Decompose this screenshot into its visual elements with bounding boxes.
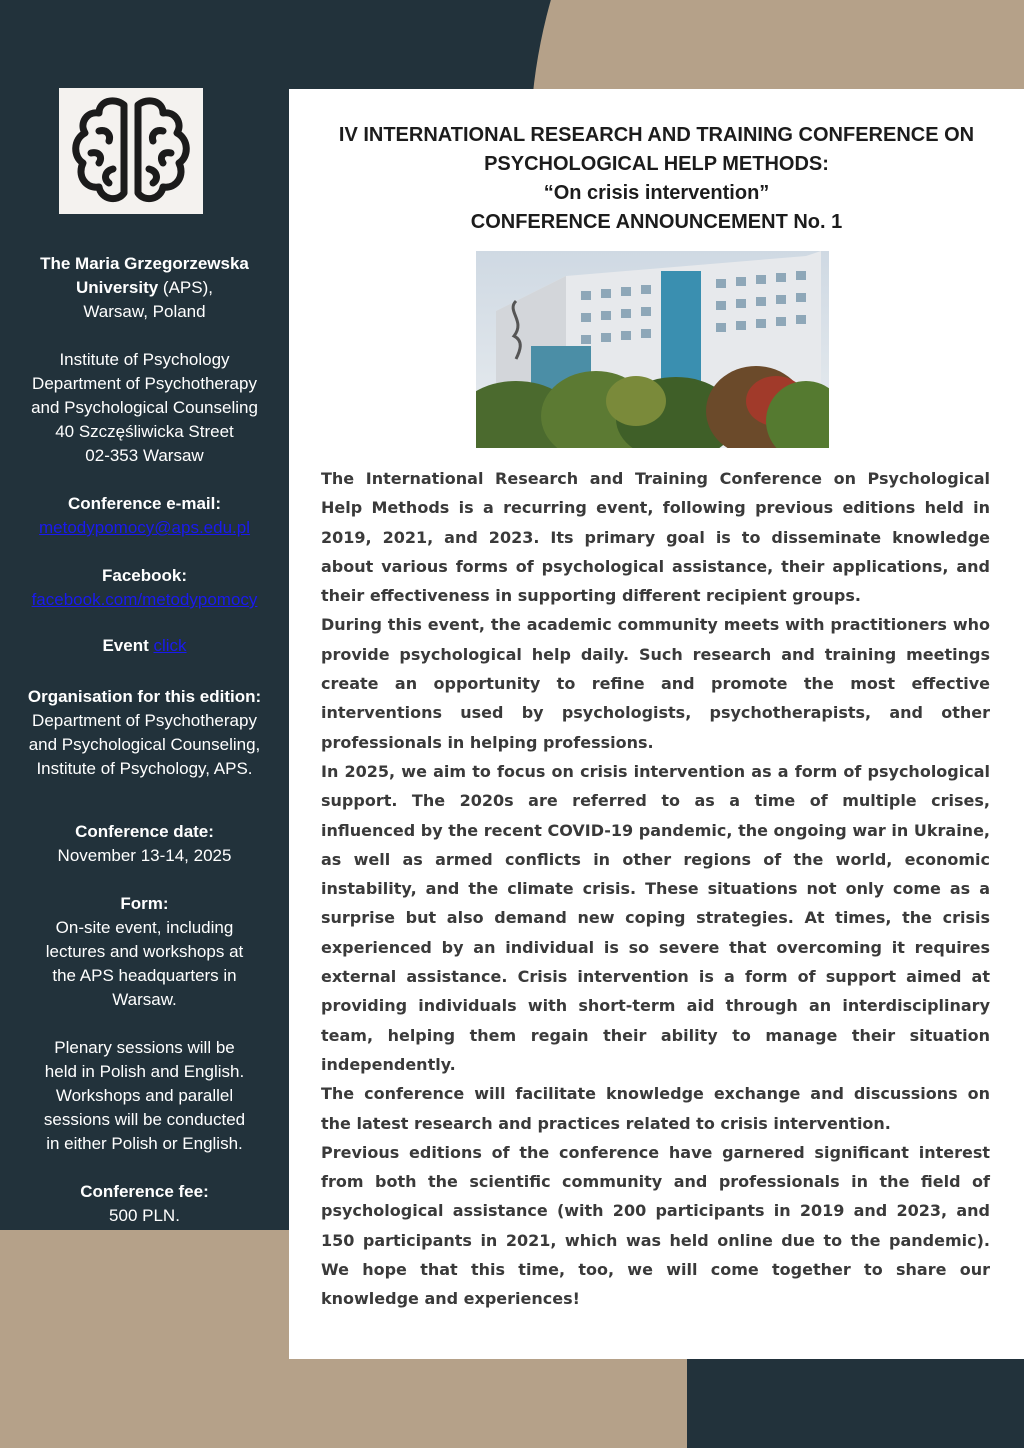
form-label: Form: (120, 894, 169, 913)
email-block (8, 492, 281, 540)
language-line: Plenary sessions will be (54, 1038, 235, 1057)
title-line: PSYCHOLOGICAL HELP METHODS: (484, 153, 829, 175)
language-line: Workshops and parallel (55, 1086, 234, 1105)
announcement-panel (289, 89, 1024, 1359)
sidebar (0, 0, 289, 1230)
language-line: sessions will be conducted (43, 1110, 246, 1129)
body-paragraph: The conference will facilitate knowledge exchange and discussions on the latest research and practices related to crisis intervention. (321, 1084, 990, 1133)
date-block (8, 820, 281, 868)
organisation-line: and Psychological Counseling, (28, 735, 261, 754)
title-line: CONFERENCE ANNOUNCEMENT No. 1 (470, 211, 843, 233)
university-abbr: (APS), (158, 278, 213, 297)
title-line: “On crisis intervention” (543, 182, 770, 204)
announcement-body (321, 464, 990, 1314)
organisation-label: Organisation for this edition: (27, 687, 262, 706)
university-city: Warsaw, Poland (83, 302, 206, 321)
date-label: Conference date: (75, 822, 214, 841)
form-block (8, 892, 281, 1012)
facebook-label: Facebook: (101, 566, 188, 585)
event-label: Event (102, 636, 154, 655)
language-line: held in Polish and English. (44, 1062, 245, 1081)
body-paragraph: Previous editions of the conference have garnered significant interest from both the scientific community and professionals in the field of psychological assistance (with 200 participants in 2019 and 2023, and 150 participants in 2021, which was held online due to the pandemic). We hope that this time, too, we will come together to share our knowledge and experiences! (321, 1142, 990, 1309)
organisation-line: Department of Psychotherapy (32, 711, 257, 730)
fee-value: 500 PLN. (109, 1206, 180, 1225)
event-block (8, 634, 281, 658)
form-line: lectures and workshops at (45, 942, 244, 961)
organisation-line: Institute of Psychology, APS. (36, 759, 253, 778)
address-block (8, 348, 281, 468)
organisation-block (8, 685, 281, 781)
address-line: Institute of Psychology (59, 350, 230, 369)
facebook-block (8, 564, 281, 612)
university-building-photo (476, 251, 829, 448)
email-label: Conference e-mail: (67, 494, 222, 513)
date-value: November 13-14, 2025 (57, 846, 232, 865)
brain-logo (59, 88, 203, 214)
facebook-link[interactable]: facebook.com/metodypomocy (31, 590, 258, 609)
form-line: Warsaw. (112, 990, 177, 1009)
brain-icon (69, 95, 193, 207)
university-name: The Maria Grzegorzewska University (40, 254, 249, 297)
title-line: IV INTERNATIONAL RESEARCH AND TRAINING CONFERENCE ON (338, 124, 975, 146)
email-link[interactable]: metodypomocy@aps.edu.pl (39, 518, 250, 537)
event-link[interactable]: click (153, 636, 187, 655)
conference-title (309, 121, 1004, 237)
university-block (8, 252, 281, 324)
address-line: 02-353 Warsaw (85, 446, 204, 465)
form-line: On-site event, including (55, 918, 234, 937)
form-line: the APS headquarters in (52, 966, 237, 985)
language-block (8, 1036, 281, 1156)
fee-label: Conference fee: (80, 1182, 209, 1201)
fee-block (8, 1180, 281, 1228)
body-paragraph: During this event, the academic community meets with practitioners who provide psychological help daily. Such research and training meetings create an opportunity to refine and promote the most effective interventions used by psychologists, psychotherapists, and other professionals in helping professions. (321, 615, 990, 752)
address-line: Department of Psychotherapy (32, 374, 257, 393)
address-line: 40 Szczęśliwicka Street (55, 422, 234, 441)
address-line: and Psychological Counseling (31, 398, 258, 417)
body-paragraph: In 2025, we aim to focus on crisis intervention as a form of psychological support. The 2020s are referred to as a time of multiple crises, influenced by the recent COVID-19 pandemic, the ongoing war in Ukraine, as well as armed conflicts in other regions of the world, economic instability, and the climate crisis. These situations not only come as a surprise but also demand new coping strategies. At times, the crisis experienced by an individual is so severe that overcoming it requires external assistance. Crisis intervention is a form of support aimed at providing individuals with short-term aid through an interdisciplinary team, helping them regain their ability to manage their situation independently. (321, 761, 990, 1074)
body-paragraph: The International Research and Training Conference on Psychological Help Methods is a recurring event, following previous editions held in 2019, 2021, and 2023. Its primary goal is to disseminate knowledge about various forms of psychological assistance, their applications, and their effectiveness in supporting different recipient groups. (321, 469, 990, 606)
language-line: in either Polish or English. (46, 1134, 243, 1153)
background-dark-corner (687, 1359, 1024, 1448)
